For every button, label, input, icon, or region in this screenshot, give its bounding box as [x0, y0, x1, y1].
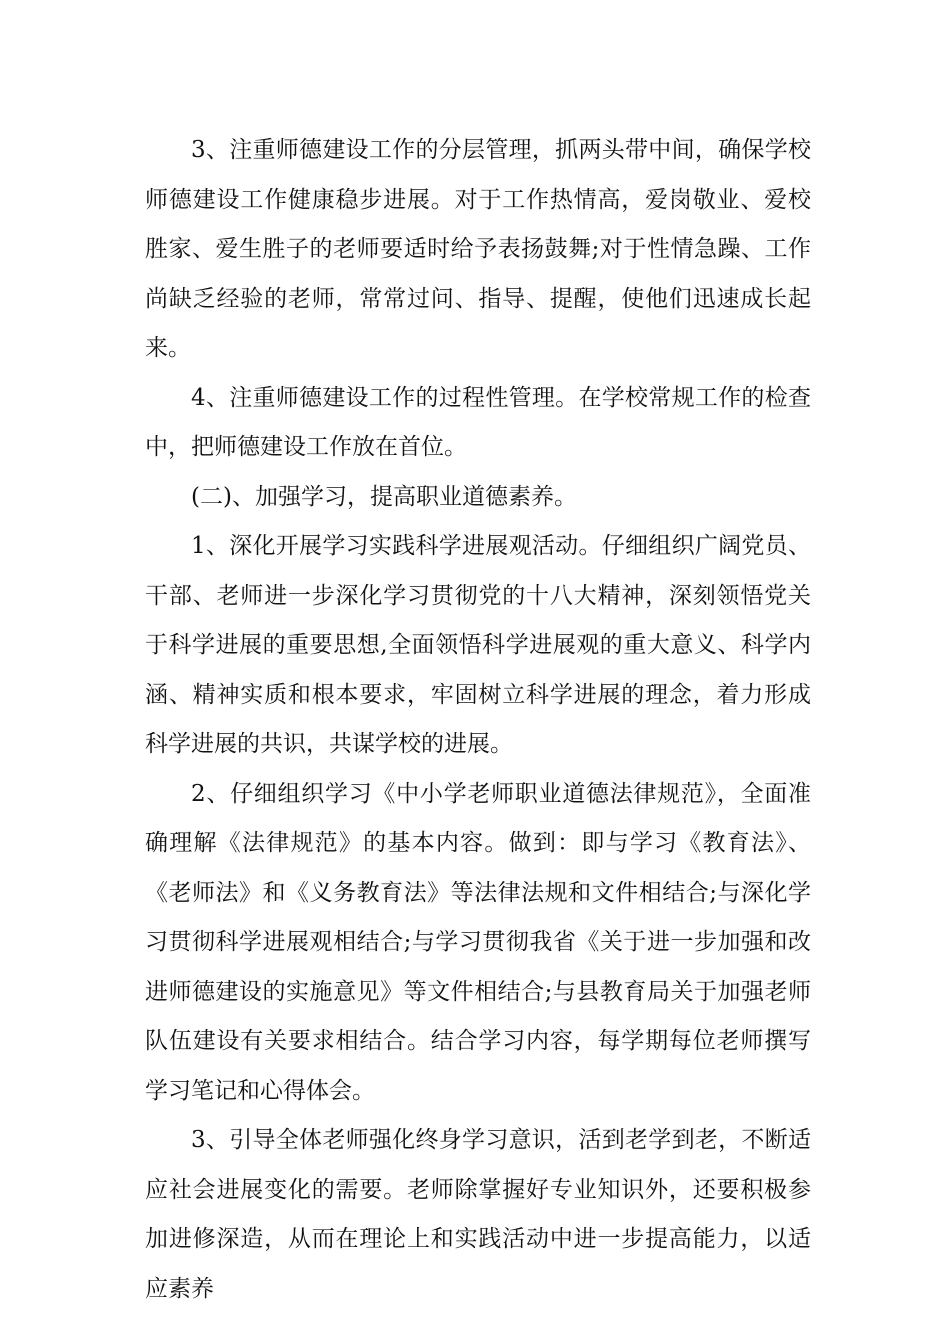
- paragraph-teacher-ethics-layered-management: 3、注重师德建设工作的分层管理，抓两头带中间，确保学校师德建设工作健康稳步进展。对于工作热情高，爱岗敬业、爱校胜家、爱生胜子的老师要适时给予表扬鼓舞;对于性情急躁、工作尚缺乏经验的老师，常常过问、指导、提醒，使他们迅速成长起来。: [145, 137, 811, 361]
- paragraph-scientific-development-study: 1、深化开展学习实践科学进展观活动。仔细组织广阔党员、干部、老师进一步深化学习贯彻党的十八大精神，深刻领悟党关于科学进展的重要思想,全面领悟科学进展观的重大意义、科学内涵、精神实质和根本要求，牢固树立科学进展的理念，着力形成科学进展的共识，共谋学校的进展。: [145, 533, 811, 757]
- paragraph-professional-ethics-norms-study: 2、仔细组织学习《中小学老师职业道德法律规范》，全面准确理解《法律规范》的基本内容。做到：即与学习《教育法》、《老师法》和《义务教育法》等法律法规和文件相结合;与深化学习贯彻科学进展观相结合;与学习贯彻我省《关于进一步加强和改进师德建设的实施意见》等文件相结合;与县教育局关于加强老师队伍建设有关要求相结合。结合学习内容，每学期每位老师撰写学习笔记和心得体会。: [145, 780, 811, 1104]
- section-heading-strengthen-learning: (二)、加强学习，提高职业道德素养。: [191, 483, 577, 510]
- document-body: [145, 126, 811, 1314]
- paragraph-teacher-ethics-process-management: 4、注重师德建设工作的过程性管理。在学校常规工作的检查中，把师德建设工作放在首位。: [145, 384, 811, 460]
- paragraph-lifelong-learning: 3、引导全体老师强化终身学习意识，活到老学到老，不断适应社会进展变化的需要。老师除掌握好专业知识外，还要积极参加进修深造，从而在理论上和实践活动中进一步提高能力，以适应素养: [145, 1127, 811, 1302]
